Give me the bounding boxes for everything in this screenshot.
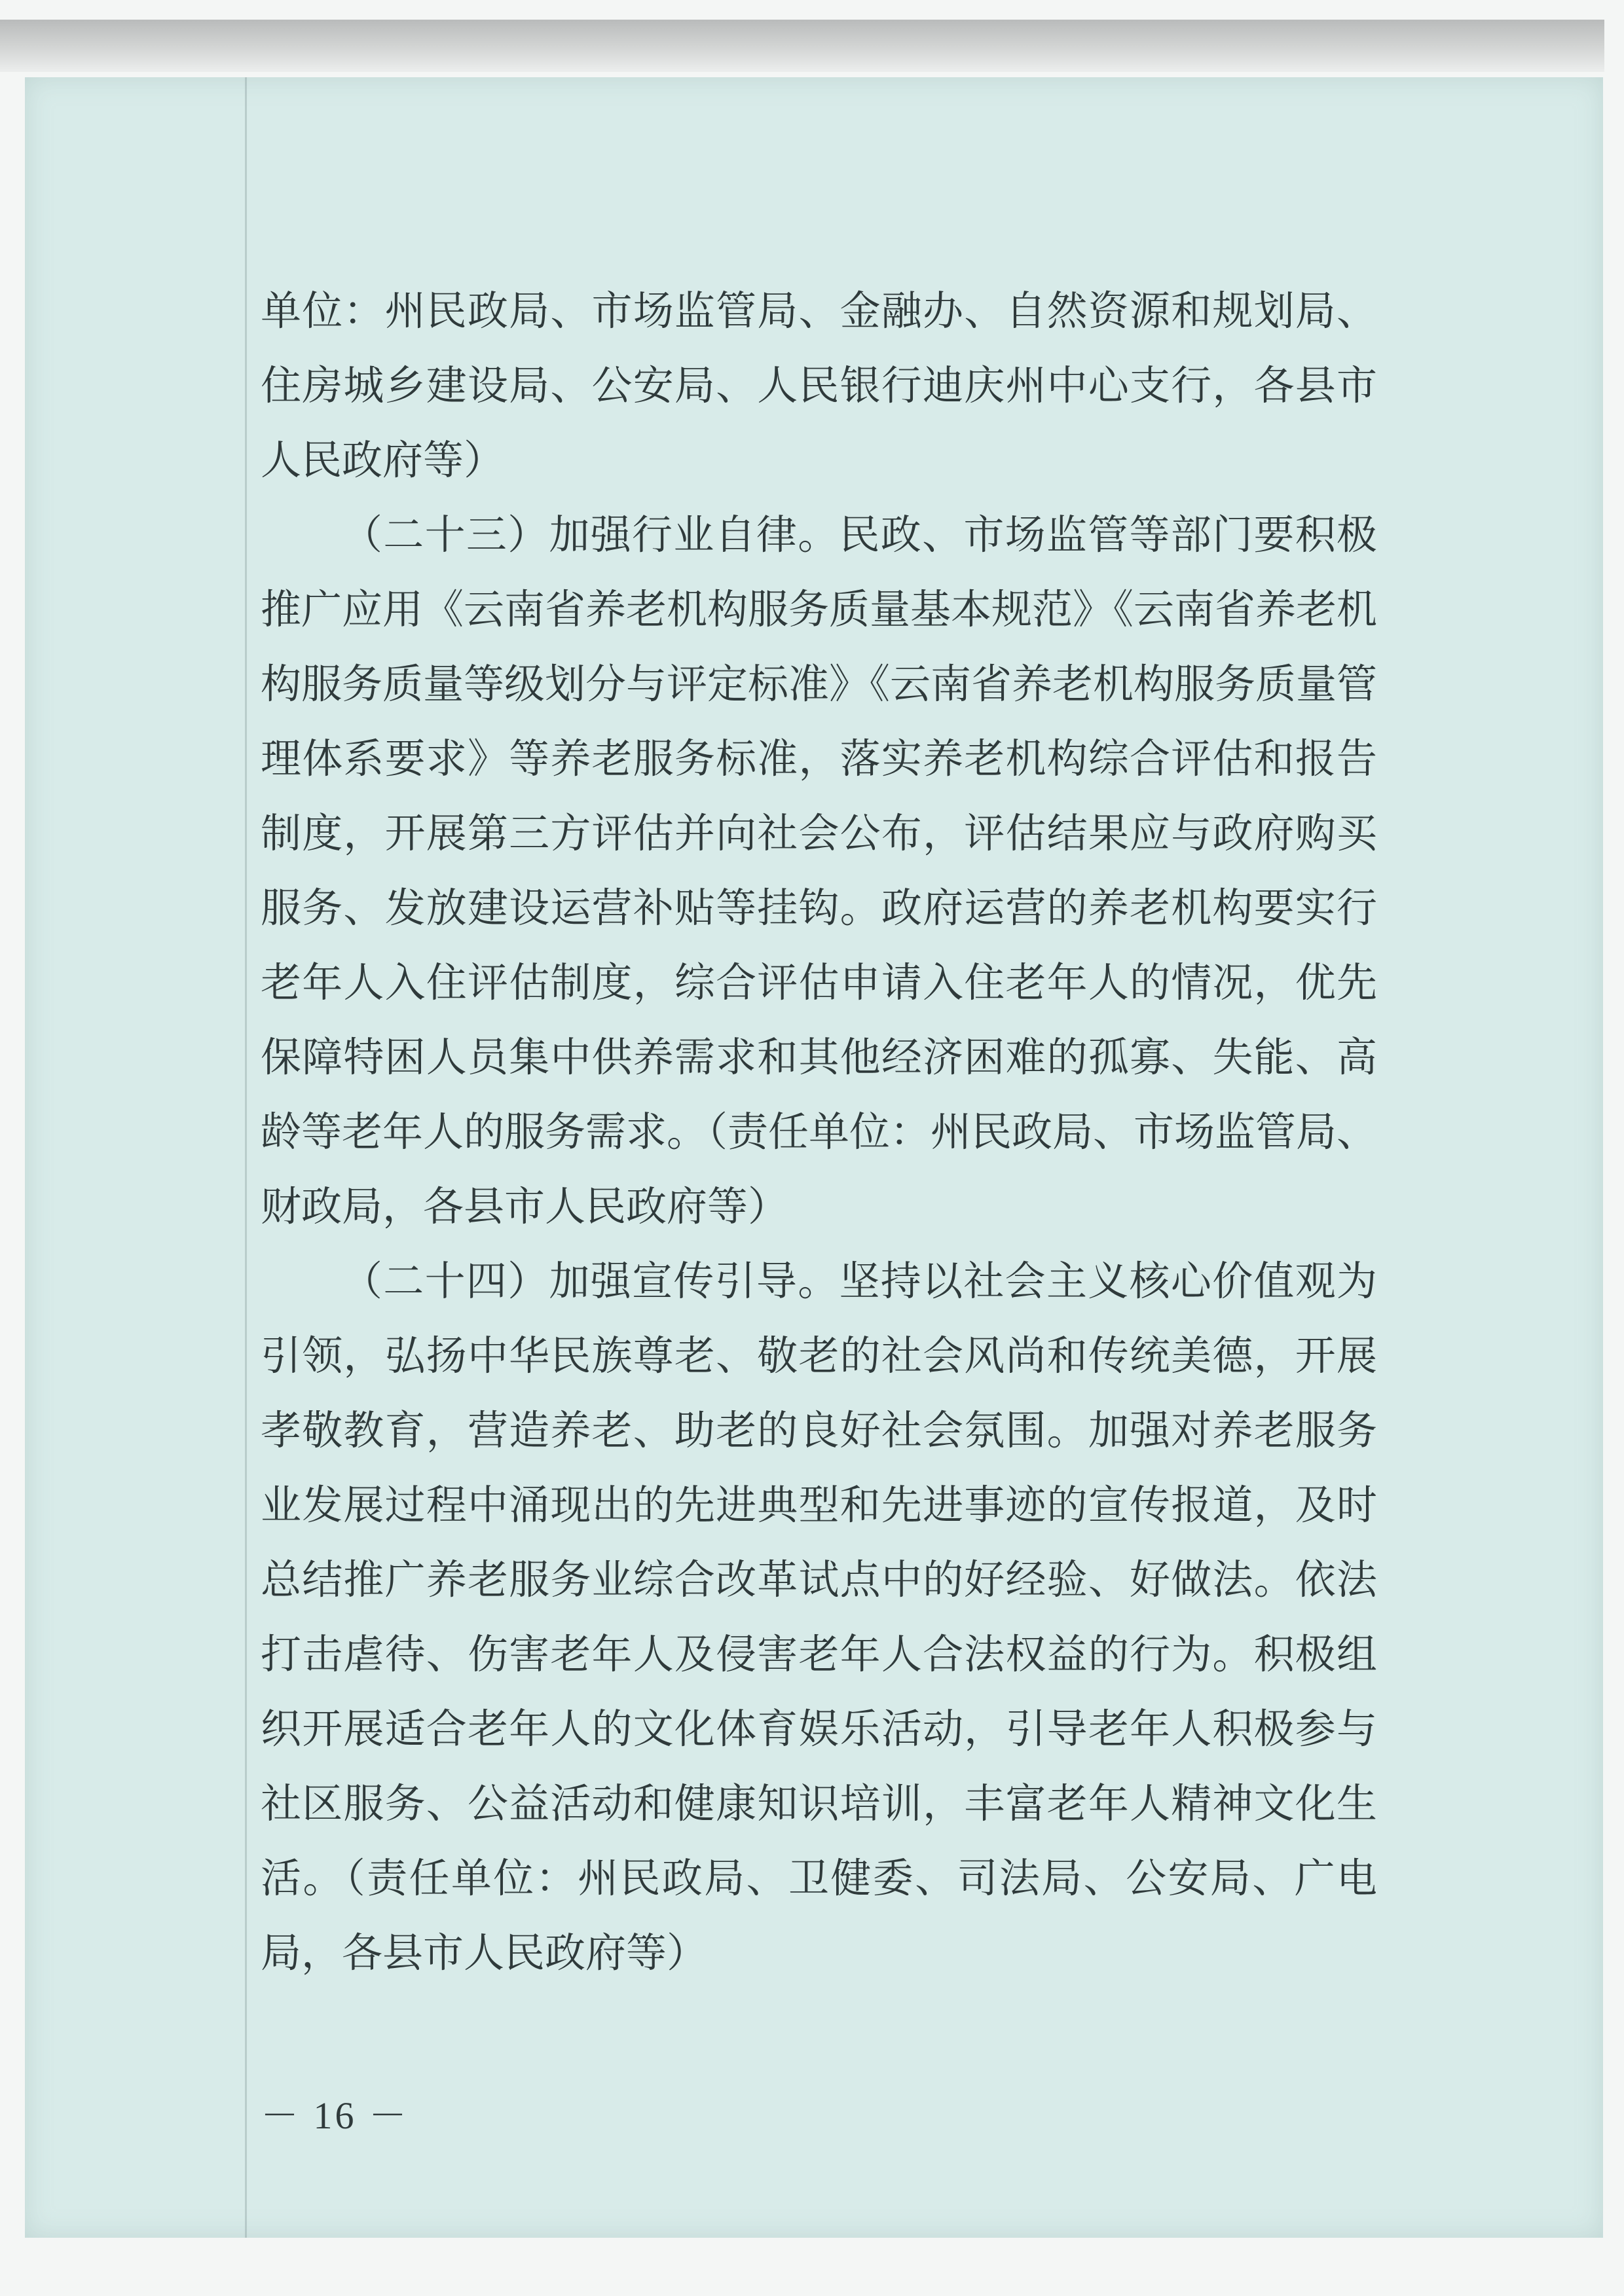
scan-top-strip: [0, 20, 1604, 72]
paragraph-3-heading: （二十四）加强宣传引导。: [342, 1257, 840, 1305]
paragraph-2-text: 民政、市场监管等部门要积极推广应用《云南省养老机构服务质量基本规范》《云南省养老机构服务质量等级划分与评定标准》《云南省养老机构服务质量管理体系要求》等养老服务标准，落实养老机构综合评估和报告制度，开展第三方评估并向社会公布，评估结果应与政府购买服务、发放建设运营补贴等挂钩。政府运营的养老机构要实行老年人入住评估制度，综合评估申请入住老年人的情况，优先保障特困人员集中供养需求和其他经济困难的孤寡、失能、高龄等老年人的服务需求。（责任单位：州民政局、市场监管局、财政局，各县市人民政府等）: [261, 511, 1378, 1230]
paragraph-2-heading: （二十三）加强行业自律。: [342, 511, 840, 558]
page-number: － 16 －: [261, 2094, 410, 2137]
paragraph-2: [261, 498, 1377, 1244]
paragraph-3: [261, 1244, 1377, 1990]
paragraph-1: [261, 274, 1377, 498]
paragraph-1-text: 单位：州民政局、市场监管局、金融办、自然资源和规划局、住房城乡建设局、公安局、人民银行迪庆州中心支行，各县市人民政府等）: [261, 287, 1377, 484]
page-fold-line: [245, 77, 247, 2238]
document-body: [261, 274, 1377, 1990]
paragraph-3-text: 坚持以社会主义核心价值观为引领，弘扬中华民族尊老、敬老的社会风尚和传统美德，开展孝敬教育，营造养老、助老的良好社会氛围。加强对养老服务业发展过程中涌现出的先进典型和先进事迹的宣传报道，及时总结推广养老服务业综合改革试点中的好经验、好做法。依法打击虐待、伤害老年人及侵害老年人合法权益的行为。积极组织开展适合老年人的文化体育娱乐活动，引导老年人积极参与社区服务、公益活动和健康知识培训，丰富老年人精神文化生活。（责任单位：州民政局、卫健委、司法局、公安局、广电局，各县市人民政府等）: [261, 1257, 1377, 1977]
